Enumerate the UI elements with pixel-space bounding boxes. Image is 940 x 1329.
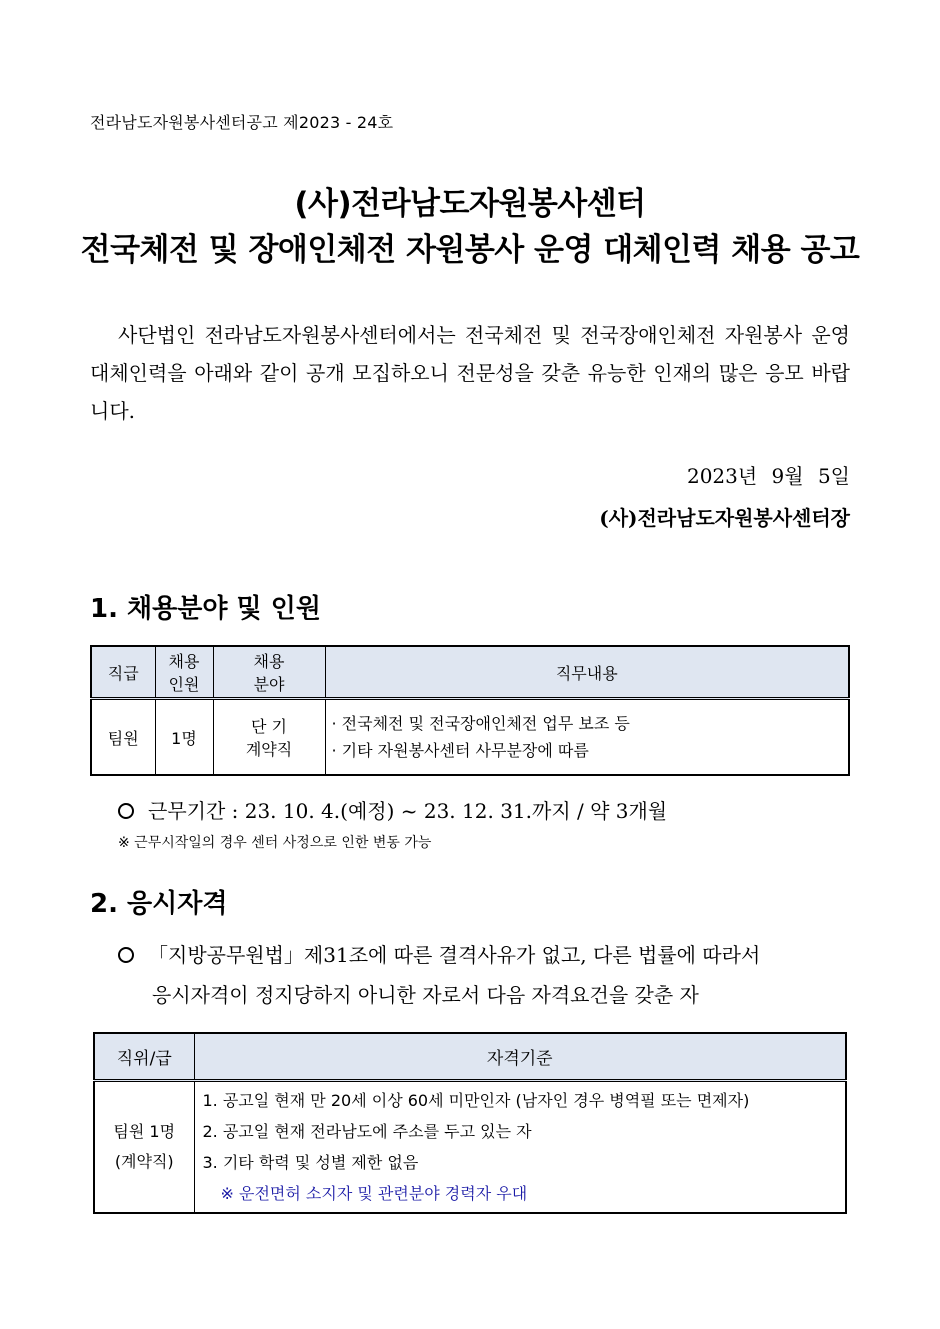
criterion-1: 1. 공고일 현재 만 20세 이상 60세 미만인자 (남자인 경우 병역필 또는 면제자)	[202, 1091, 750, 1110]
signature: (사)전라남도자원봉사센터장	[599, 506, 850, 530]
header-rank: 직급	[91, 646, 155, 699]
section-2-heading: 2. 응시자격	[90, 889, 228, 919]
cell-count: 1명	[155, 699, 213, 776]
header-count: 채용 인원	[155, 646, 213, 699]
intro-paragraph	[90, 316, 850, 430]
header-field: 채용 분야	[213, 646, 325, 699]
table-header-row	[91, 646, 849, 699]
title-main: 전국체전 및 장애인체전 자원봉사 운영 대체인력 채용 공고	[80, 232, 860, 268]
duty-2: · 기타 자원봉사센터 사무분장에 따름	[331, 741, 589, 760]
circle-bullet-icon	[118, 803, 134, 819]
duty-1: · 전국체전 및 전국장애인체전 업무 보조 등	[331, 714, 630, 733]
cell-position: 팀원 1명 (계약직)	[94, 1081, 194, 1214]
intro-text: 사단법인 전라남도자원봉사센터에서는 전국체전 및 전국장애인체전 자원봉사 운영 대체인력을 아래와 같이 공개 모집하오니 전문성을 갖춘 유능한 인재의 많은 응모 바랍니다.	[90, 323, 850, 423]
recruitment-table	[90, 645, 850, 776]
work-period: 근무기간 : 23. 10. 4.(예정) ~ 23. 12. 31.까지 / 약 3개월	[118, 795, 667, 824]
title-organization: (사)전라남도자원봉사센터	[294, 186, 646, 222]
qualification-table	[93, 1032, 847, 1214]
table-row	[94, 1081, 846, 1214]
criterion-2: 2. 공고일 현재 전라남도에 주소를 두고 있는 자	[202, 1122, 532, 1141]
cell-rank: 팀원	[91, 699, 155, 776]
cell-criteria	[194, 1081, 846, 1214]
header-criteria: 자격기준	[194, 1033, 846, 1081]
qualification-text: 「지방공무원법」제31조에 따른 결격사유가 없고, 다른 법률에 따라서 응시자격이 정지당하지 아니한 자로서 다음 자격요건을 갖춘 자	[118, 935, 850, 1015]
preference-note: ※ 운전면허 소지자 및 관련분야 경력자 우대	[220, 1184, 528, 1203]
cell-duties	[325, 699, 849, 776]
section-1-heading: 1. 채용분야 및 인원	[90, 594, 321, 624]
table-row	[91, 699, 849, 776]
period-note: ※ 근무시작일의 경우 센터 사정으로 인한 변동 가능	[118, 835, 432, 851]
notice-date: 2023년 9월 5일	[686, 464, 850, 488]
circle-bullet-icon	[118, 947, 134, 963]
criterion-3: 3. 기타 학력 및 성별 제한 없음	[202, 1153, 419, 1172]
header-position: 직위/급	[94, 1033, 194, 1081]
cell-field: 단 기 계약직	[213, 699, 325, 776]
header-duties: 직무내용	[325, 646, 849, 699]
notice-number: 전라남도자원봉사센터공고 제2023 - 24호	[90, 113, 394, 132]
table-header-row	[94, 1033, 846, 1081]
